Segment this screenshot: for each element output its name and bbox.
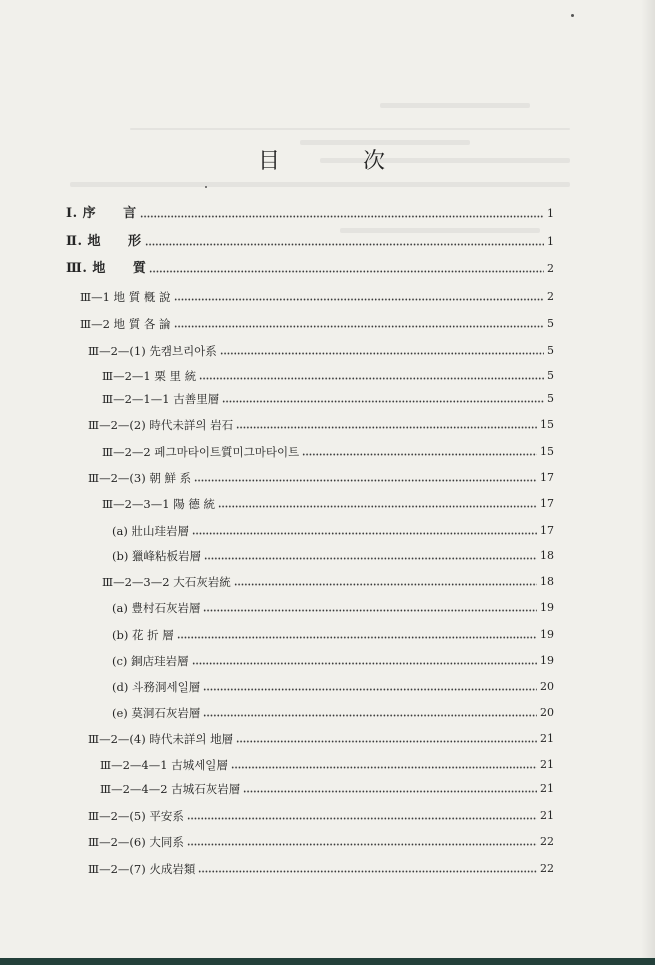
toc-page-number: 2 [547, 262, 554, 275]
toc-entry-label: Ⅲ—2—3—2 大石灰岩統 [102, 575, 231, 589]
dot-leader [203, 714, 537, 717]
toc-page-number: 1 [547, 235, 554, 248]
toc-page-number: 22 [540, 835, 554, 848]
toc-entry [88, 414, 554, 432]
toc-entry [88, 467, 554, 485]
toc-page-number: 21 [540, 732, 554, 745]
dot-leader [198, 870, 537, 873]
dot-leader [234, 583, 537, 586]
toc-entry-label: Ⅲ—2 地 質 各 論 [80, 317, 171, 331]
dot-leader [236, 426, 537, 429]
dot-leader [218, 505, 537, 508]
toc-entry [112, 597, 554, 615]
toc-page-number: 18 [540, 575, 554, 588]
dot-leader [220, 352, 544, 355]
toc-page-number: 17 [540, 524, 554, 537]
ink-speck [205, 186, 207, 188]
toc-page-number: 5 [547, 369, 554, 382]
toc-entry-label: (b) 花 折 層 [112, 628, 174, 642]
toc-entry-label: (a) 壯山珪岩層 [112, 524, 189, 538]
toc-entry [112, 676, 554, 694]
toc-entry-label: Ⅲ—2—4—1 古城세일層 [100, 758, 228, 772]
toc-entry [102, 493, 554, 511]
dot-leader [140, 215, 544, 218]
toc-page-number: 19 [540, 601, 554, 614]
toc-entry-label: Ⅲ—2—(4) 時代未詳의 地層 [88, 732, 234, 746]
toc-entry-label: Ⅲ—1 地 質 槪 說 [80, 290, 171, 304]
toc-entry [112, 650, 554, 668]
toc-entry [88, 728, 554, 746]
toc-page-number: 2 [547, 290, 554, 303]
toc-entry-label: Ⅲ—2—3—1 陽 德 統 [102, 497, 216, 511]
toc-entry [80, 286, 554, 304]
toc-page-number: 21 [540, 758, 554, 771]
toc-entry [112, 520, 554, 538]
dot-leader [187, 843, 537, 846]
dot-leader [187, 817, 537, 820]
dot-leader [302, 453, 537, 456]
toc-entry-label: Ⅲ—2—(1) 先캠브리아系 [88, 344, 217, 358]
toc-entry [66, 203, 554, 221]
toc-page-number: 5 [547, 392, 554, 405]
dot-leader [174, 325, 544, 328]
toc-entry-label: (b) 獵峰粘板岩層 [112, 549, 201, 563]
page-title: 目 次 [258, 149, 423, 174]
toc-page-number: 21 [540, 782, 554, 795]
dot-leader [149, 270, 544, 273]
toc-entry [66, 258, 554, 276]
toc-entry-label: Ⅲ—2—(3) 朝 鮮 系 [88, 471, 192, 485]
toc-entry [88, 831, 554, 849]
toc-entry-label: (e) 莫洞石灰岩層 [112, 706, 201, 720]
dot-leader [222, 400, 544, 403]
toc-entry-label: Ⅲ—2—(6) 大同系 [88, 835, 184, 849]
toc-entry-label: (d) 斗務洞세일層 [112, 680, 201, 694]
toc-entry-label: (a) 豊村石灰岩層 [112, 601, 201, 615]
toc-entry-label: Ⅲ—2—2 페그마타이트質미그마타이트 [102, 445, 300, 459]
toc-page-number: 15 [540, 445, 554, 458]
toc-entry [102, 441, 554, 459]
bleed-through-ghost [380, 103, 530, 108]
toc-page-number: 5 [547, 344, 554, 357]
toc-entry-label: Ⅲ—2—4—2 古城石灰岩層 [100, 782, 241, 796]
toc-page-number: 19 [540, 628, 554, 641]
bleed-through-ghost [70, 182, 570, 187]
toc-entry [102, 388, 554, 406]
dot-leader [231, 766, 537, 769]
dot-leader [192, 532, 537, 535]
dot-leader [236, 740, 537, 743]
toc-entry [112, 702, 554, 720]
toc-entry-label: Ⅲ—2—1—1 古善里層 [102, 392, 220, 406]
dot-leader [194, 479, 537, 482]
bleed-through-ghost [130, 128, 570, 130]
toc-page-number: 17 [540, 497, 554, 510]
toc-entry [88, 340, 554, 358]
toc-page-number: 1 [547, 207, 554, 220]
toc-entry [112, 545, 554, 563]
dot-leader [203, 688, 537, 691]
toc-page-number: 17 [540, 471, 554, 484]
toc-page-number: 21 [540, 809, 554, 822]
dot-leader [204, 557, 537, 560]
dot-leader [203, 609, 537, 612]
book-cover-strip [0, 958, 655, 965]
dot-leader [145, 243, 544, 246]
toc-entry [100, 754, 554, 772]
toc-entry-label: Ⅰ. 序 言 [66, 206, 137, 221]
dot-leader [199, 377, 544, 380]
toc-page-number: 22 [540, 862, 554, 875]
toc-entry [88, 805, 554, 823]
toc-page-number: 15 [540, 418, 554, 431]
toc-entry-label: Ⅲ—2—(2) 時代未詳의 岩石 [88, 418, 234, 432]
toc-entry-label: Ⅲ—2—1 栗 里 統 [102, 369, 197, 383]
toc-entry-label: Ⅲ—2—(7) 火成岩類 [88, 862, 196, 876]
toc-page-number: 20 [540, 706, 554, 719]
toc-entry-label: Ⅱ. 地 形 [66, 234, 142, 249]
toc-entry [100, 778, 554, 796]
toc-entry [66, 231, 554, 249]
toc-page-number: 5 [547, 317, 554, 330]
dot-leader [192, 662, 537, 665]
ink-speck [571, 14, 574, 17]
toc-entry-label: Ⅲ. 地 質 [66, 261, 147, 276]
toc-entry [88, 858, 554, 876]
page-edge-shadow [641, 0, 655, 965]
toc-page-number: 18 [540, 549, 554, 562]
dot-leader [243, 790, 537, 793]
toc-entry-label: Ⅲ—2—(5) 平安系 [88, 809, 184, 823]
dot-leader [177, 636, 537, 639]
dot-leader [174, 298, 544, 301]
toc-page-number: 20 [540, 680, 554, 693]
toc-entry [102, 365, 554, 383]
toc-page-number: 19 [540, 654, 554, 667]
toc-entry [102, 571, 554, 589]
toc-entry [80, 313, 554, 331]
toc-entry-label: (c) 銅店珪岩層 [112, 654, 189, 668]
toc-entry [112, 624, 554, 642]
